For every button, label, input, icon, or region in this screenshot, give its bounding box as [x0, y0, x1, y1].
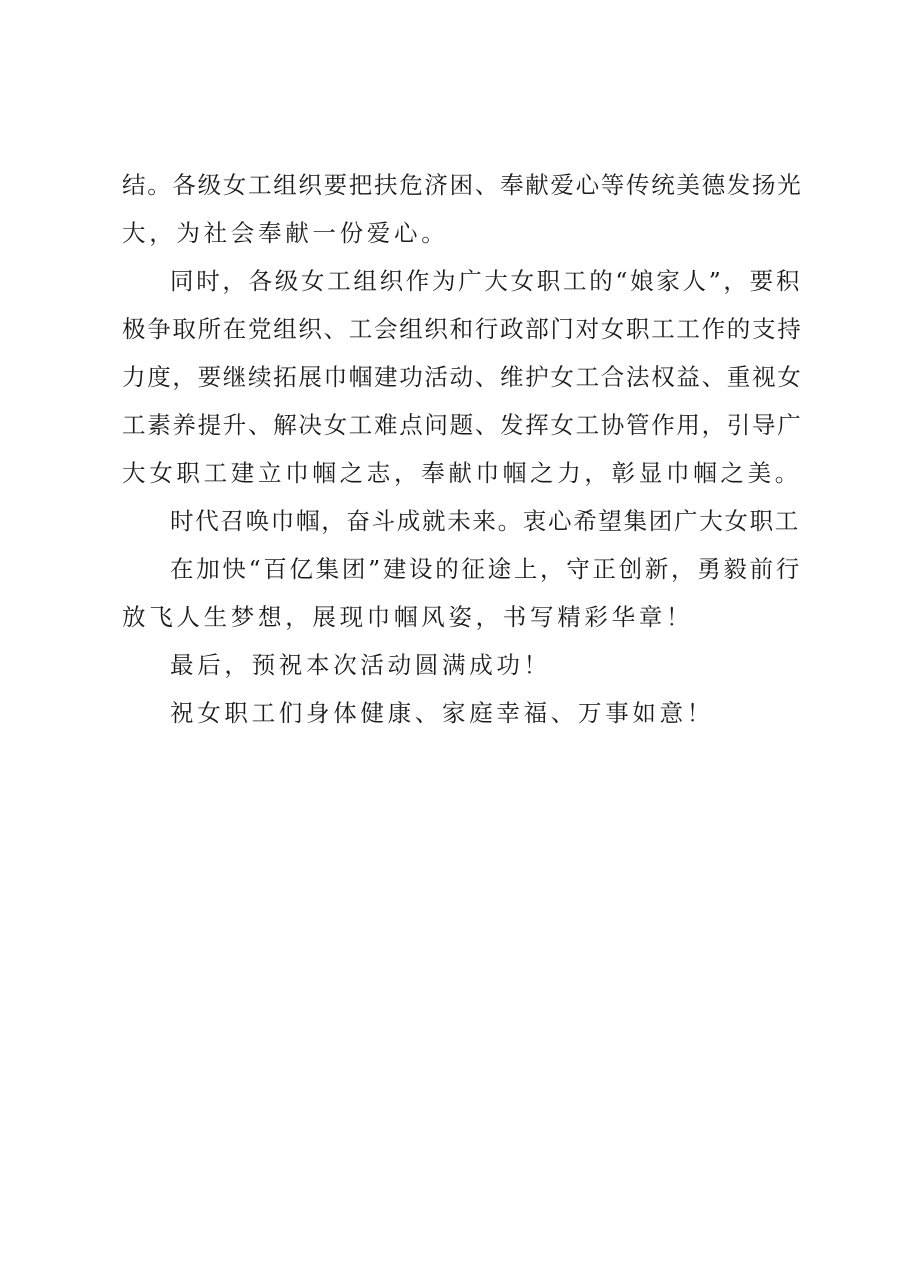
paragraph-start-line: 在加快“百亿集团”建设的征途上，守正创新，勇毅前行: [170, 555, 803, 583]
paragraph-start-line: 时代召唤巾帼，奋斗成就未来。衷心希望集团广大女职工: [170, 507, 800, 535]
text-line: 工素养提升、解决女工难点问题、发挥女工协管作用，引导广: [122, 411, 803, 439]
text-line: 极争取所在党组织、工会组织和行政部门对女职工工作的支持: [122, 315, 803, 343]
text-line: 大女职工建立巾帼之志，奉献巾帼之力，彰显巾帼之美。: [122, 459, 802, 487]
text-line: 力度，要继续拓展巾帼建功活动、维护女工合法权益、重视女: [122, 363, 803, 391]
text-line: 放飞人生梦想，展现巾帼风姿，书写精彩华章！: [122, 603, 694, 631]
paragraph-start-line: 最后，预祝本次活动圆满成功！: [170, 651, 551, 679]
text-line: 大，为社会奉献一份爱心。: [122, 219, 449, 247]
paragraph-start-line: 同时，各级女工组织作为广大女职工的“娘家人”，要积: [170, 267, 803, 295]
paragraph-start-line: 祝女职工们身体健康、家庭幸福、万事如意！: [170, 699, 714, 727]
document-body: [122, 161, 802, 737]
text-line: 结。各级女工组织要把扶危济困、奉献爱心等传统美德发扬光: [122, 171, 803, 199]
